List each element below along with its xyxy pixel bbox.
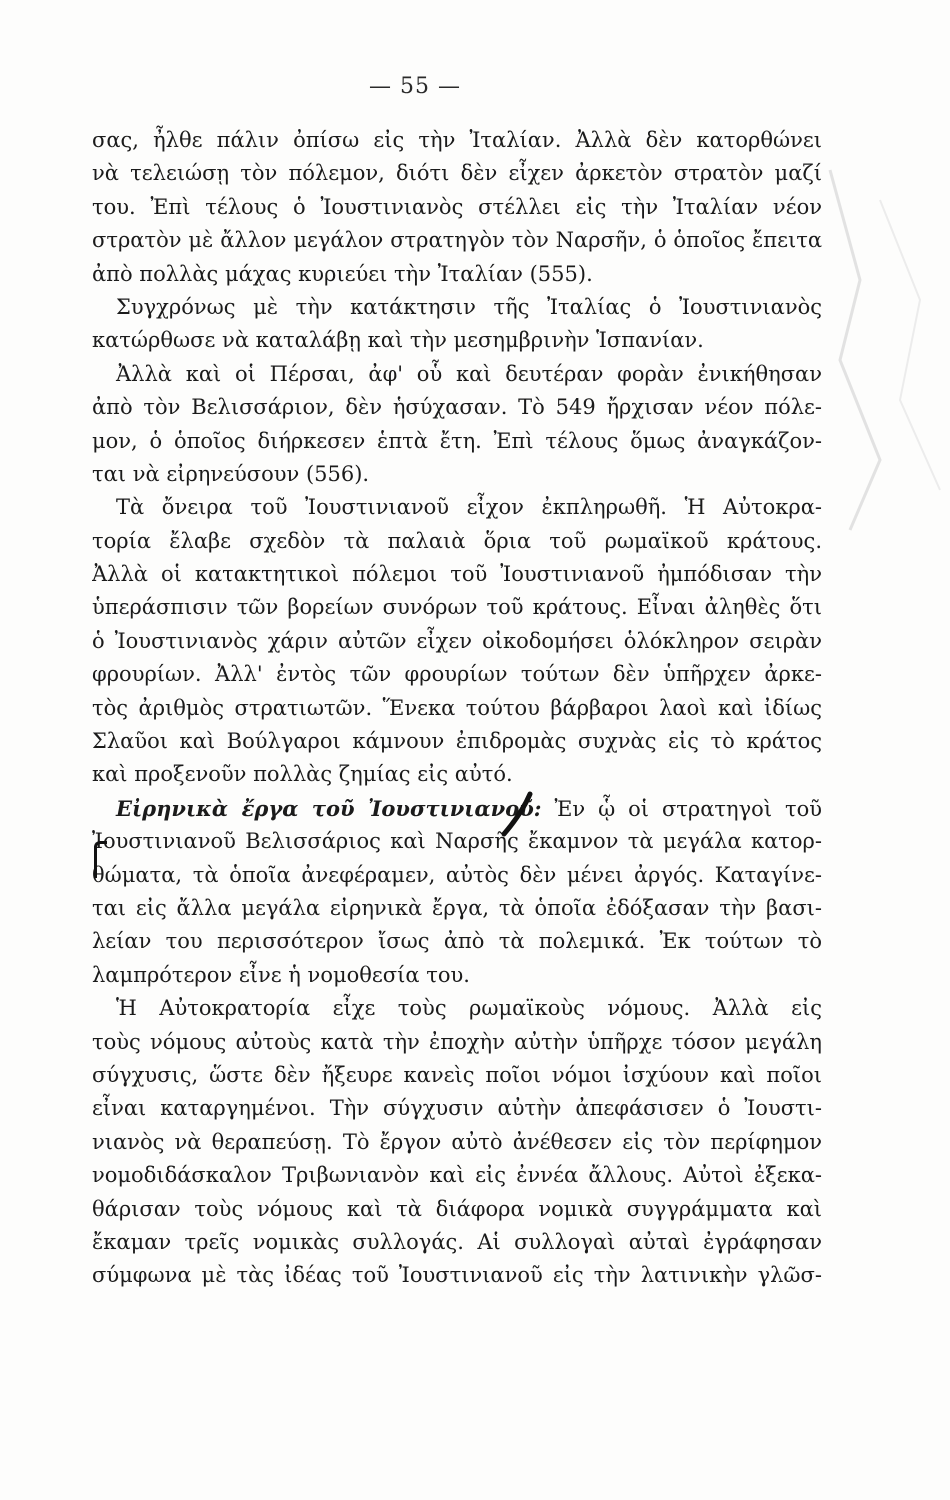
text-line: Ἰουστινιανοῦ Βελισσάριος καὶ Ναρσῆς ἔκαμνον τὰ μεγάλα κατορ-: [92, 829, 822, 854]
text-line: ται νὰ εἰρηνεύσουν (556).: [92, 461, 370, 486]
page-shadow-mark: [820, 160, 950, 540]
text-line: λείαν του περισσότερον ἴσως ἀπὸ τὰ πολεμικά. Ἐκ τούτων τὸ: [92, 929, 822, 954]
text-line: ὑπεράσπισιν τῶν βορείων συνόρων τοῦ κράτους. Εἶναι ἀληθὲς ὅτι: [92, 595, 822, 620]
pen-stroke-mark: [480, 790, 540, 840]
text-line: Συγχρόνως μὲ τὴν κατάκτησιν τῆς Ἰταλίας ὁ Ἰουστινιανὸς: [116, 294, 822, 319]
text-line: καὶ προξενοῦν πολλὰς ζημίας εἰς αὐτό.: [92, 762, 513, 787]
text-line: Ἀλλὰ καὶ οἱ Πέρσαι, ἀφ' οὗ καὶ δευτέραν φορὰν ἐνικήθησαν: [116, 361, 822, 386]
text-line: ὁ Ἰουστινιανὸς χάριν αὐτῶν εἶχεν οἰκοδομήσει ὁλόκληρον σειρὰν: [92, 628, 822, 653]
text-run: Ἐν ᾧ οἱ στρατηγοὶ τοῦ: [554, 796, 822, 821]
text-line: νομοδιδάσκαλον Τριβωνιανὸν καὶ εἰς ἐννέα ἄλλους. Αὐτοὶ ἐξεκα-: [92, 1163, 822, 1188]
text-line: κατώρθωσε νὰ καταλάβῃ καὶ τὴν μεσημβρινὴν Ἱσπανίαν.: [92, 328, 704, 353]
text-line: στρατὸν μὲ ἄλλον μεγάλον στρατηγὸν τὸν Ναρσῆν, ὁ ὁποῖος ἔπειτα: [92, 228, 822, 253]
text-line: θώματα, τὰ ὁποῖα ἀνεφέραμεν, αὐτὸς δὲν μένει ἀργός. Καταγίνε-: [92, 862, 822, 887]
body-text: [92, 124, 822, 1293]
text-line: νὰ τελειώσῃ τὸν πόλεμον, διότι δὲν εἶχεν ἀρκετὸν στρατὸν μαζί: [92, 161, 822, 186]
section-heading-line: [92, 792, 822, 825]
text-line: ἀπὸ πολλὰς μάχας κυριεύει τὴν Ἰταλίαν (555).: [92, 261, 593, 286]
text-line: νιανὸς νὰ θεραπεύσῃ. Τὸ ἔργον αὐτὸ ἀνέθεσεν εἰς τὸν περίφημον: [92, 1129, 822, 1154]
text-line: τοὺς νόμους αὐτοὺς κατὰ τὴν ἐποχὴν αὐτὴν ὑπῆρχε τόσον μεγάλη: [92, 1029, 822, 1054]
text-line: εἶναι καταργημένοι. Τὴν σύγχυσιν αὐτὴν ἀπεφάσισεν ὁ Ἰουστι-: [92, 1096, 822, 1121]
page-number: — 55 —: [369, 74, 461, 99]
text-line: τὸς ἀριθμὸς στρατιωτῶν. Ἕνεκα τούτου βάρβαροι λαοὶ καὶ ἰδίως: [92, 695, 822, 720]
text-line: Ἀλλὰ οἱ κατακτητικοὶ πόλεμοι τοῦ Ἰουστινιανοῦ ἠμπόδισαν τὴν: [92, 562, 822, 587]
text-line: θάρισαν τοὺς νόμους καὶ τὰ διάφορα νομικὰ συγγράμματα καὶ: [92, 1196, 822, 1221]
text-line: του. Ἐπὶ τέλους ὁ Ἰουστινιανὸς στέλλει εἰς τὴν Ἰταλίαν νέον: [92, 194, 822, 219]
text-line: Σλαῦοι καὶ Βούλγαροι κάμνουν ἐπιδρομὰς συχνὰς εἰς τὸ κράτος: [92, 729, 822, 754]
text-line: σύμφωνα μὲ τὰς ἰδέας τοῦ Ἰουστινιανοῦ εἰς τὴν λατινικὴν γλῶσ-: [92, 1263, 822, 1288]
text-line: ται εἰς ἄλλα μεγάλα εἰρηνικὰ ἔργα, τὰ ὁποῖα ἐδόξασαν τὴν βασι-: [92, 895, 822, 920]
text-line: λαμπρότερον εἶνε ἡ νομοθεσία του.: [92, 962, 470, 987]
text-line: μον, ὁ ὁποῖος διήρκεσεν ἑπτὰ ἔτη. Ἐπὶ τέλους ὅμως ἀναγκάζον-: [92, 428, 822, 453]
margin-bracket-mark: [94, 841, 107, 878]
section-heading: Εἰρηνικὰ ἔργα τοῦ Ἰουστινιανοῦ:: [116, 795, 542, 821]
text-line: ἀπὸ τὸν Βελισσάριον, δὲν ἡσύχασαν. Τὸ 549 ἤρχισαν νέον πόλε-: [92, 395, 822, 420]
text-line: τορία ἔλαβε σχεδὸν τὰ παλαιὰ ὅρια τοῦ ρωμαϊκοῦ κράτους.: [92, 528, 822, 553]
text-line: φρουρίων. Ἀλλ' ἐντὸς τῶν φρουρίων τούτων δὲν ὑπῆρχεν ἀρκε-: [92, 662, 822, 687]
text-line: ἔκαμαν τρεῖς νομικὰς συλλογάς. Αἱ συλλογαὶ αὐταὶ ἐγράφησαν: [92, 1229, 822, 1254]
text-line: Τὰ ὄνειρα τοῦ Ἰουστινιανοῦ εἶχον ἐκπληρωθῆ. Ἡ Αὐτοκρα-: [116, 495, 822, 520]
text-line: Ἡ Αὐτοκρατορία εἶχε τοὺς ρωμαϊκοὺς νόμους. Ἀλλὰ εἰς: [116, 996, 822, 1021]
text-line: σας, ἦλθε πάλιν ὀπίσω εἰς τὴν Ἰταλίαν. Ἀλλὰ δὲν κατορθώνει: [92, 128, 822, 152]
text-line: σύγχυσις, ὥστε δὲν ἤξευρε κανεὶς ποῖοι νόμοι ἰσχύουν καὶ ποῖοι: [92, 1062, 822, 1087]
